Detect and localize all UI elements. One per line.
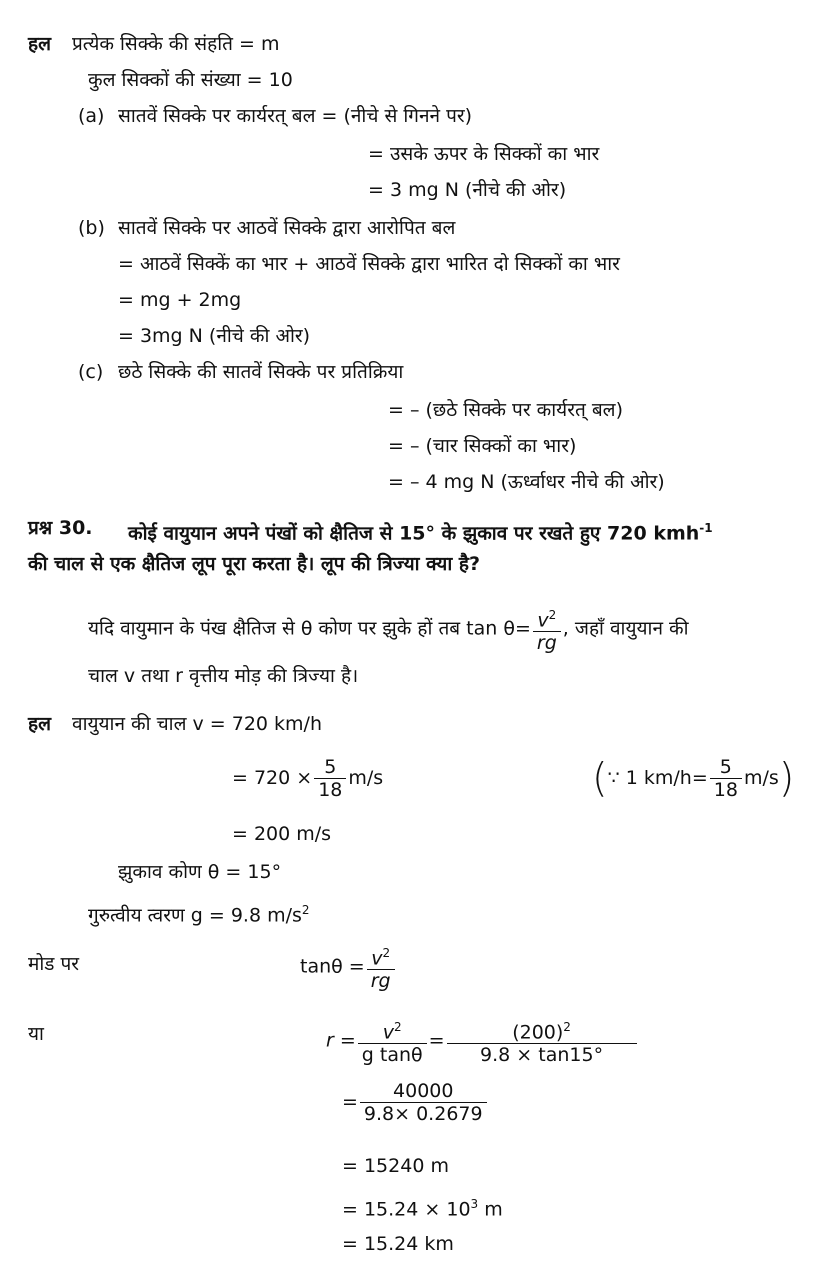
- question-line1: कोई वायुयान अपने पंखों को क्षैतिज से 15° के झुकाव पर रखते हुए 720 kmh$^{-1}$: [128, 521, 713, 545]
- part-a-label: (a): [78, 105, 105, 127]
- count-line: कुल सिक्कों की संख्या = 10: [88, 69, 293, 91]
- part-c-line4: = – 4 mg N (ऊर्ध्वाधर नीचे की ओर): [388, 471, 665, 493]
- turn-label: मोड पर: [28, 953, 80, 975]
- conversion-note: (∵ 1 km/h= $\frac{5}{18}$ m/s): [592, 755, 795, 802]
- part-a-line3: = 3 mg N (नीचे की ओर): [368, 179, 567, 201]
- question-label: प्रश्न 30.: [28, 517, 93, 539]
- conversion-line: = 720 × $\frac{5}{18}$ m/s: [232, 756, 384, 801]
- step1: = $\frac{40000}{9.8\times 0.2679}$: [342, 1080, 489, 1125]
- part-c-line3: = – (चार सिक्कों का भार): [388, 435, 577, 457]
- mass-line: प्रत्येक सिक्के की संहति = m: [72, 33, 280, 55]
- hint-line2: चाल v तथा r वृत्तीय मोड़ की त्रिज्या है।: [88, 665, 359, 687]
- or-label: या: [28, 1023, 44, 1045]
- part-b-line4: = 3mg N (नीचे की ओर): [118, 325, 311, 347]
- solution-label-1: हल: [28, 33, 51, 55]
- part-b-line1: सातवें सिक्के पर आठवें सिक्के द्वारा आरोपित बल: [118, 217, 456, 239]
- hint-fraction: $\frac{v^2}{rg}$: [533, 604, 561, 654]
- speed-line: वायुयान की चाल v = 720 km/h: [72, 713, 322, 735]
- angle-line: झुकाव कोण θ = 15°: [118, 861, 282, 883]
- part-c-label: (c): [78, 361, 104, 383]
- step2: = 15240 m: [342, 1155, 449, 1177]
- hint-line1: यदि वायुमान के पंख क्षैतिज से θ कोण पर झुके हों तब tan θ= $\frac{v^2}{rg}$ , जहाँ वायुयान की: [88, 604, 689, 654]
- part-b-label: (b): [78, 217, 105, 239]
- part-b-line2: = आठवें सिक्कें का भार + आठवें सिक्के द्वारा भारित दो सिक्कों का भार: [118, 253, 620, 275]
- speed-result: = 200 m/s: [232, 823, 332, 845]
- question-line2: की चाल से एक क्षैतिज लूप पूरा करता है। लूप की त्रिज्या क्या है?: [28, 553, 480, 575]
- gravity-line: गुरुत्वीय त्वरण g = 9.8 $m/s^2$: [88, 903, 310, 927]
- radius-equation: r = $\frac{v^2}{\text{g tanθ}}$ = $\frac{(200)^2}{9.8 \times \tan 15^\circ}$: [326, 1016, 639, 1066]
- step4: = 15.24 km: [342, 1233, 454, 1255]
- part-a-line1: सातवें सिक्के पर कार्यरत् बल = (नीचे से गिनने पर): [118, 105, 473, 127]
- solution-label-2: हल: [28, 713, 51, 735]
- part-b-line3: = mg + 2mg: [118, 289, 242, 311]
- part-a-line2: = उसके ऊपर के सिक्कों का भार: [368, 143, 600, 165]
- step3: = $15.24 \times 10^3$ m: [342, 1197, 503, 1221]
- part-c-line1: छठे सिक्के की सातवें सिक्के पर प्रतिक्रिया: [118, 361, 404, 383]
- part-c-line2: = – (छठे सिक्के पर कार्यरत् बल): [388, 399, 623, 421]
- tan-equation: tanθ = $\frac{v^2}{rg}$: [300, 942, 397, 992]
